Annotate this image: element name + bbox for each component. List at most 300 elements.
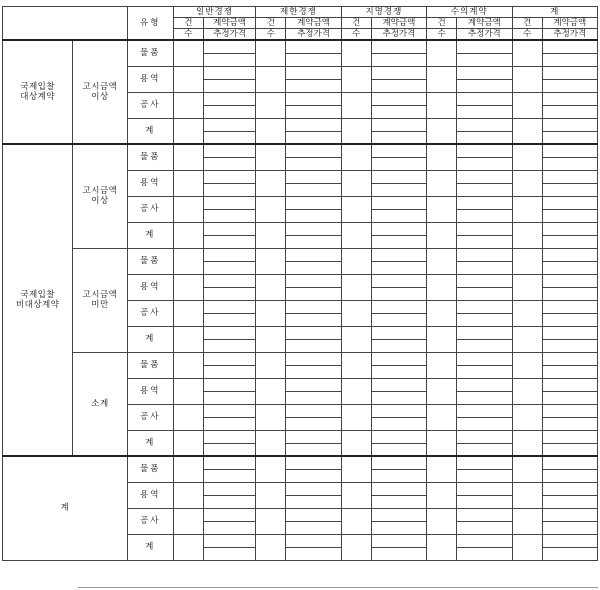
cell-amount[interactable] <box>542 40 597 53</box>
cell-amount[interactable] <box>286 248 341 261</box>
cell-amount[interactable] <box>371 196 426 209</box>
cell-count[interactable] <box>427 144 457 170</box>
cell-amount[interactable] <box>457 482 512 495</box>
cell-price[interactable] <box>286 391 341 404</box>
cell-count[interactable] <box>341 66 371 92</box>
cell-amount[interactable] <box>286 404 341 417</box>
cell-amount[interactable] <box>457 274 512 287</box>
cell-count[interactable] <box>512 300 542 326</box>
cell-price[interactable] <box>203 287 255 300</box>
cell-count[interactable] <box>256 378 286 404</box>
cell-price[interactable] <box>286 235 341 248</box>
cell-price[interactable] <box>203 131 255 144</box>
cell-count[interactable] <box>341 248 371 274</box>
cell-count[interactable] <box>427 274 457 300</box>
cell-amount[interactable] <box>457 326 512 339</box>
cell-count[interactable] <box>512 40 542 66</box>
cell-amount[interactable] <box>457 40 512 53</box>
cell-price[interactable] <box>286 417 341 430</box>
cell-amount[interactable] <box>371 456 426 469</box>
cell-count[interactable] <box>341 92 371 118</box>
cell-price[interactable] <box>203 183 255 196</box>
cell-count[interactable] <box>341 274 371 300</box>
cell-price[interactable] <box>203 417 255 430</box>
cell-amount[interactable] <box>286 222 341 235</box>
cell-count[interactable] <box>341 456 371 482</box>
cell-count[interactable] <box>427 404 457 430</box>
cell-price[interactable] <box>542 391 597 404</box>
cell-count[interactable] <box>427 534 457 560</box>
cell-price[interactable] <box>371 105 426 118</box>
cell-price[interactable] <box>203 495 255 508</box>
cell-price[interactable] <box>371 183 426 196</box>
cell-price[interactable] <box>457 209 512 222</box>
cell-count[interactable] <box>427 352 457 378</box>
cell-count[interactable] <box>256 144 286 170</box>
cell-count[interactable] <box>173 456 203 482</box>
cell-price[interactable] <box>542 209 597 222</box>
cell-price[interactable] <box>286 183 341 196</box>
cell-amount[interactable] <box>286 274 341 287</box>
cell-count[interactable] <box>427 92 457 118</box>
cell-amount[interactable] <box>203 404 255 417</box>
cell-count[interactable] <box>512 482 542 508</box>
cell-count[interactable] <box>427 456 457 482</box>
cell-price[interactable] <box>203 391 255 404</box>
cell-amount[interactable] <box>371 534 426 547</box>
cell-price[interactable] <box>371 53 426 66</box>
cell-amount[interactable] <box>542 274 597 287</box>
cell-amount[interactable] <box>203 534 255 547</box>
cell-amount[interactable] <box>457 196 512 209</box>
cell-count[interactable] <box>256 92 286 118</box>
cell-amount[interactable] <box>203 40 255 53</box>
cell-price[interactable] <box>542 313 597 326</box>
cell-amount[interactable] <box>542 222 597 235</box>
cell-count[interactable] <box>427 66 457 92</box>
cell-price[interactable] <box>457 235 512 248</box>
cell-amount[interactable] <box>457 534 512 547</box>
cell-count[interactable] <box>341 222 371 248</box>
cell-price[interactable] <box>371 417 426 430</box>
cell-price[interactable] <box>286 495 341 508</box>
cell-count[interactable] <box>173 430 203 456</box>
cell-amount[interactable] <box>203 300 255 313</box>
cell-price[interactable] <box>203 157 255 170</box>
cell-price[interactable] <box>542 157 597 170</box>
cell-amount[interactable] <box>203 274 255 287</box>
cell-amount[interactable] <box>542 430 597 443</box>
cell-amount[interactable] <box>203 196 255 209</box>
cell-price[interactable] <box>542 131 597 144</box>
cell-price[interactable] <box>203 313 255 326</box>
cell-count[interactable] <box>512 144 542 170</box>
cell-count[interactable] <box>173 40 203 66</box>
cell-amount[interactable] <box>286 352 341 365</box>
cell-amount[interactable] <box>286 482 341 495</box>
cell-price[interactable] <box>203 79 255 92</box>
cell-count[interactable] <box>341 482 371 508</box>
cell-amount[interactable] <box>457 508 512 521</box>
cell-price[interactable] <box>203 443 255 456</box>
cell-amount[interactable] <box>286 196 341 209</box>
cell-price[interactable] <box>542 547 597 560</box>
cell-price[interactable] <box>371 469 426 482</box>
cell-count[interactable] <box>341 404 371 430</box>
cell-amount[interactable] <box>542 92 597 105</box>
cell-amount[interactable] <box>371 300 426 313</box>
cell-count[interactable] <box>427 170 457 196</box>
cell-count[interactable] <box>173 170 203 196</box>
cell-price[interactable] <box>203 547 255 560</box>
cell-count[interactable] <box>256 404 286 430</box>
cell-amount[interactable] <box>203 118 255 131</box>
cell-price[interactable] <box>542 495 597 508</box>
cell-count[interactable] <box>256 196 286 222</box>
cell-price[interactable] <box>457 157 512 170</box>
cell-price[interactable] <box>542 443 597 456</box>
cell-amount[interactable] <box>203 170 255 183</box>
cell-amount[interactable] <box>286 118 341 131</box>
cell-price[interactable] <box>371 79 426 92</box>
cell-price[interactable] <box>286 105 341 118</box>
cell-amount[interactable] <box>371 40 426 53</box>
cell-price[interactable] <box>203 53 255 66</box>
cell-count[interactable] <box>341 40 371 66</box>
cell-amount[interactable] <box>457 92 512 105</box>
cell-amount[interactable] <box>203 508 255 521</box>
cell-amount[interactable] <box>371 404 426 417</box>
cell-price[interactable] <box>457 53 512 66</box>
cell-amount[interactable] <box>371 378 426 391</box>
cell-amount[interactable] <box>286 170 341 183</box>
cell-count[interactable] <box>173 534 203 560</box>
cell-price[interactable] <box>371 157 426 170</box>
cell-count[interactable] <box>173 92 203 118</box>
cell-price[interactable] <box>286 261 341 274</box>
cell-amount[interactable] <box>371 482 426 495</box>
cell-count[interactable] <box>427 326 457 352</box>
cell-count[interactable] <box>173 118 203 144</box>
cell-count[interactable] <box>427 378 457 404</box>
cell-count[interactable] <box>173 196 203 222</box>
cell-price[interactable] <box>457 391 512 404</box>
cell-price[interactable] <box>457 261 512 274</box>
cell-price[interactable] <box>203 339 255 352</box>
cell-amount[interactable] <box>203 222 255 235</box>
cell-amount[interactable] <box>371 118 426 131</box>
cell-price[interactable] <box>457 443 512 456</box>
cell-count[interactable] <box>427 222 457 248</box>
cell-count[interactable] <box>512 196 542 222</box>
cell-count[interactable] <box>256 430 286 456</box>
cell-count[interactable] <box>512 430 542 456</box>
cell-price[interactable] <box>457 183 512 196</box>
cell-price[interactable] <box>542 417 597 430</box>
cell-amount[interactable] <box>457 352 512 365</box>
cell-price[interactable] <box>371 495 426 508</box>
cell-amount[interactable] <box>203 92 255 105</box>
cell-price[interactable] <box>203 365 255 378</box>
cell-amount[interactable] <box>542 170 597 183</box>
cell-amount[interactable] <box>542 144 597 157</box>
cell-count[interactable] <box>173 222 203 248</box>
cell-count[interactable] <box>256 482 286 508</box>
cell-amount[interactable] <box>286 534 341 547</box>
cell-count[interactable] <box>173 248 203 274</box>
cell-count[interactable] <box>341 378 371 404</box>
cell-count[interactable] <box>512 508 542 534</box>
cell-count[interactable] <box>512 222 542 248</box>
cell-amount[interactable] <box>542 378 597 391</box>
cell-price[interactable] <box>542 365 597 378</box>
cell-price[interactable] <box>286 443 341 456</box>
cell-price[interactable] <box>542 53 597 66</box>
cell-price[interactable] <box>286 131 341 144</box>
cell-price[interactable] <box>371 443 426 456</box>
cell-amount[interactable] <box>286 66 341 79</box>
cell-amount[interactable] <box>542 456 597 469</box>
cell-amount[interactable] <box>457 300 512 313</box>
cell-price[interactable] <box>542 339 597 352</box>
cell-amount[interactable] <box>371 508 426 521</box>
cell-price[interactable] <box>371 521 426 534</box>
cell-price[interactable] <box>457 547 512 560</box>
cell-amount[interactable] <box>286 92 341 105</box>
cell-count[interactable] <box>256 170 286 196</box>
cell-count[interactable] <box>512 352 542 378</box>
cell-count[interactable] <box>427 196 457 222</box>
cell-price[interactable] <box>542 183 597 196</box>
cell-count[interactable] <box>173 508 203 534</box>
cell-count[interactable] <box>341 196 371 222</box>
cell-price[interactable] <box>286 521 341 534</box>
cell-count[interactable] <box>512 92 542 118</box>
cell-price[interactable] <box>371 287 426 300</box>
cell-price[interactable] <box>542 235 597 248</box>
cell-count[interactable] <box>427 300 457 326</box>
cell-count[interactable] <box>512 274 542 300</box>
cell-amount[interactable] <box>286 430 341 443</box>
cell-amount[interactable] <box>286 326 341 339</box>
cell-amount[interactable] <box>286 144 341 157</box>
cell-price[interactable] <box>542 521 597 534</box>
cell-price[interactable] <box>371 235 426 248</box>
cell-price[interactable] <box>371 261 426 274</box>
cell-price[interactable] <box>457 287 512 300</box>
cell-count[interactable] <box>173 144 203 170</box>
cell-amount[interactable] <box>457 66 512 79</box>
cell-price[interactable] <box>457 339 512 352</box>
cell-count[interactable] <box>256 456 286 482</box>
cell-amount[interactable] <box>286 40 341 53</box>
cell-count[interactable] <box>427 508 457 534</box>
cell-count[interactable] <box>173 404 203 430</box>
cell-price[interactable] <box>542 469 597 482</box>
cell-count[interactable] <box>341 326 371 352</box>
cell-amount[interactable] <box>457 144 512 157</box>
cell-count[interactable] <box>341 144 371 170</box>
cell-count[interactable] <box>256 118 286 144</box>
cell-amount[interactable] <box>457 248 512 261</box>
cell-price[interactable] <box>542 287 597 300</box>
cell-amount[interactable] <box>371 144 426 157</box>
cell-price[interactable] <box>203 235 255 248</box>
cell-count[interactable] <box>173 274 203 300</box>
cell-count[interactable] <box>256 352 286 378</box>
cell-price[interactable] <box>457 469 512 482</box>
cell-price[interactable] <box>371 313 426 326</box>
cell-amount[interactable] <box>542 404 597 417</box>
cell-amount[interactable] <box>542 508 597 521</box>
cell-price[interactable] <box>286 313 341 326</box>
cell-count[interactable] <box>256 40 286 66</box>
cell-price[interactable] <box>542 79 597 92</box>
cell-amount[interactable] <box>542 196 597 209</box>
cell-count[interactable] <box>512 66 542 92</box>
cell-price[interactable] <box>203 261 255 274</box>
cell-amount[interactable] <box>203 456 255 469</box>
cell-count[interactable] <box>173 66 203 92</box>
cell-amount[interactable] <box>542 352 597 365</box>
cell-amount[interactable] <box>542 534 597 547</box>
cell-count[interactable] <box>512 456 542 482</box>
cell-price[interactable] <box>286 287 341 300</box>
cell-price[interactable] <box>457 79 512 92</box>
cell-count[interactable] <box>341 170 371 196</box>
cell-count[interactable] <box>512 404 542 430</box>
cell-price[interactable] <box>371 131 426 144</box>
cell-amount[interactable] <box>371 222 426 235</box>
cell-amount[interactable] <box>371 430 426 443</box>
cell-count[interactable] <box>256 300 286 326</box>
cell-amount[interactable] <box>286 456 341 469</box>
cell-amount[interactable] <box>542 326 597 339</box>
cell-price[interactable] <box>371 391 426 404</box>
cell-amount[interactable] <box>542 300 597 313</box>
cell-count[interactable] <box>427 482 457 508</box>
cell-count[interactable] <box>512 248 542 274</box>
cell-price[interactable] <box>371 547 426 560</box>
cell-price[interactable] <box>286 547 341 560</box>
cell-count[interactable] <box>512 170 542 196</box>
cell-price[interactable] <box>542 261 597 274</box>
cell-price[interactable] <box>203 209 255 222</box>
cell-count[interactable] <box>173 326 203 352</box>
cell-count[interactable] <box>173 352 203 378</box>
cell-amount[interactable] <box>457 378 512 391</box>
cell-price[interactable] <box>286 53 341 66</box>
cell-amount[interactable] <box>542 482 597 495</box>
cell-amount[interactable] <box>203 482 255 495</box>
cell-count[interactable] <box>427 430 457 456</box>
cell-count[interactable] <box>256 274 286 300</box>
cell-count[interactable] <box>512 118 542 144</box>
cell-count[interactable] <box>341 508 371 534</box>
cell-amount[interactable] <box>457 222 512 235</box>
cell-count[interactable] <box>341 534 371 560</box>
cell-price[interactable] <box>286 209 341 222</box>
cell-price[interactable] <box>286 365 341 378</box>
cell-count[interactable] <box>512 326 542 352</box>
cell-price[interactable] <box>203 469 255 482</box>
cell-price[interactable] <box>371 339 426 352</box>
cell-amount[interactable] <box>371 66 426 79</box>
cell-price[interactable] <box>457 521 512 534</box>
cell-amount[interactable] <box>203 352 255 365</box>
cell-price[interactable] <box>371 209 426 222</box>
cell-amount[interactable] <box>371 326 426 339</box>
cell-amount[interactable] <box>457 118 512 131</box>
cell-price[interactable] <box>203 105 255 118</box>
cell-price[interactable] <box>457 365 512 378</box>
cell-price[interactable] <box>542 105 597 118</box>
cell-count[interactable] <box>341 118 371 144</box>
cell-count[interactable] <box>256 222 286 248</box>
cell-amount[interactable] <box>542 118 597 131</box>
cell-amount[interactable] <box>371 170 426 183</box>
cell-count[interactable] <box>173 482 203 508</box>
cell-price[interactable] <box>286 79 341 92</box>
cell-count[interactable] <box>256 248 286 274</box>
cell-price[interactable] <box>286 339 341 352</box>
cell-amount[interactable] <box>203 144 255 157</box>
cell-amount[interactable] <box>457 404 512 417</box>
cell-amount[interactable] <box>371 92 426 105</box>
cell-price[interactable] <box>286 469 341 482</box>
cell-amount[interactable] <box>203 66 255 79</box>
cell-price[interactable] <box>457 495 512 508</box>
cell-amount[interactable] <box>542 66 597 79</box>
cell-price[interactable] <box>286 157 341 170</box>
cell-amount[interactable] <box>286 508 341 521</box>
cell-amount[interactable] <box>457 170 512 183</box>
cell-amount[interactable] <box>203 430 255 443</box>
cell-price[interactable] <box>371 365 426 378</box>
cell-amount[interactable] <box>203 326 255 339</box>
cell-price[interactable] <box>457 105 512 118</box>
cell-count[interactable] <box>256 508 286 534</box>
cell-amount[interactable] <box>286 378 341 391</box>
cell-amount[interactable] <box>457 430 512 443</box>
cell-amount[interactable] <box>286 300 341 313</box>
cell-count[interactable] <box>341 352 371 378</box>
cell-count[interactable] <box>256 66 286 92</box>
cell-count[interactable] <box>341 300 371 326</box>
cell-price[interactable] <box>457 313 512 326</box>
cell-amount[interactable] <box>542 248 597 261</box>
cell-price[interactable] <box>457 417 512 430</box>
cell-count[interactable] <box>427 248 457 274</box>
cell-amount[interactable] <box>371 352 426 365</box>
cell-count[interactable] <box>256 534 286 560</box>
cell-count[interactable] <box>173 378 203 404</box>
cell-count[interactable] <box>427 118 457 144</box>
cell-count[interactable] <box>256 326 286 352</box>
cell-amount[interactable] <box>203 248 255 261</box>
cell-price[interactable] <box>457 131 512 144</box>
cell-amount[interactable] <box>371 248 426 261</box>
cell-amount[interactable] <box>371 274 426 287</box>
cell-amount[interactable] <box>203 378 255 391</box>
cell-count[interactable] <box>341 430 371 456</box>
cell-count[interactable] <box>512 534 542 560</box>
cell-count[interactable] <box>427 40 457 66</box>
cell-price[interactable] <box>203 521 255 534</box>
cell-count[interactable] <box>512 378 542 404</box>
cell-count[interactable] <box>173 300 203 326</box>
cell-amount[interactable] <box>457 456 512 469</box>
